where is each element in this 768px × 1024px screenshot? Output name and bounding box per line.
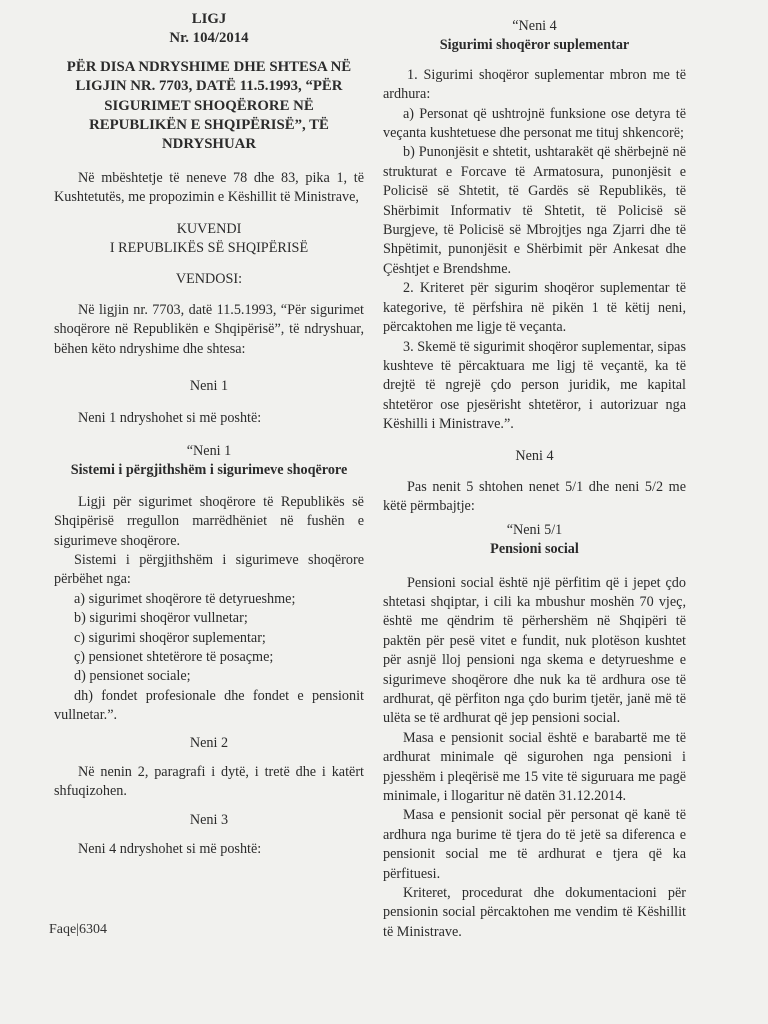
law-title-line-1: PËR DISA NDRYSHIME DHE SHTESA NË — [66, 58, 352, 75]
list-item: dh) fondet profesionale dhe fondet e pensionit vullnetar.”. — [54, 687, 364, 724]
decides: VENDOSI: — [175, 271, 243, 288]
article-4-text: Pas nenit 5 shtohen nenet 5/1 dhe neni 5/2 me këtë përmbajtje: — [383, 478, 686, 515]
article-1-heading: Neni 1 — [189, 378, 229, 395]
left-column — [54, 0, 364, 860]
article-4-point-3: 3. Skemë të sigurimit shoqëror suplementar, sipas kushteve të përcaktuara me ligj të veçantë, ka të drejtë të ngrejë çdo person juridik, me kapital shtetëror ose pjesërisht shtetëror, i autorizuar nga Këshilli i Ministrave.”. — [383, 338, 686, 433]
article-3-heading: Neni 3 — [189, 811, 229, 828]
social-pension-paragraph-4: Kriteret, procedurat dhe dokumentacioni për pensionin social përcaktohen me vendim të Këshillit të Ministrave. — [383, 885, 686, 940]
assembly-line-1: KUVENDI — [176, 220, 242, 237]
article-1-paragraph-1: Ligji për sigurimet shoqërore të Republikës së Shqipërisë rregullon marrëdhëniet në fushën e sigurimeve shoqërore. — [54, 493, 364, 549]
article-4-heading: Neni 4 — [515, 447, 554, 464]
right-column — [383, 0, 686, 942]
law-title-line-3: SIGURIMET SHOQËRORE NË — [104, 97, 314, 114]
article-4-point-1: 1. Sigurimi shoqëror suplementar mbron me të ardhura: — [383, 66, 686, 103]
list-item: a) sigurimet shoqërore të detyrueshme; — [74, 590, 296, 607]
article-4-point-1a: a) Personat që ushtrojnë funksione ose detyra të veçanta kushtetuese dhe personat me tituj shkencorë; — [383, 105, 686, 142]
article-4-quote-title: Sigurimi shoqëror suplementar — [439, 37, 630, 54]
law-title-line-2: LIGJIN NR. 7703, DATË 11.5.1993, “PËR — [75, 78, 343, 95]
assembly-line-2: I REPUBLIKËS SË SHQIPËRISË — [109, 240, 309, 257]
article-1-quote-title: Sistemi i përgjithshëm i sigurimeve shoqërore — [70, 462, 348, 479]
law-title-line-5: NDRYSHUAR — [161, 136, 257, 153]
article-2-heading: Neni 2 — [189, 734, 229, 751]
article-4-point-2: 2. Kriteret për sigurim shoqëror suplementar të kategorive, të përfshira në pikën 1 të këtij neni, përcaktohen me ligje të veçanta. — [383, 280, 686, 336]
social-pension-paragraph-2: Masa e pensionit social është e barabartë me të ardhurat minimale që sigurohen nga pensioni i pjesshëm i pleqërisë me 15 vite të siguruara me pagë minimale, i llogaritur në datën 31.12.2014. — [383, 729, 686, 805]
article-2-text: Në nenin 2, paragrafi i dytë, i tretë dhe i katërt shfuqizohen. — [54, 764, 364, 800]
list-item: d) pensionet sociale; — [74, 668, 191, 685]
list-item: c) sigurimi shoqëror suplementar; — [74, 629, 266, 646]
article-1-quote-heading: “Neni 1 — [186, 442, 232, 459]
article-5-1-quote-title: Pensioni social — [490, 541, 579, 558]
law-label: LIGJ — [191, 11, 227, 27]
article-3-text: Neni 4 ndryshohet si më poshtë: — [78, 841, 262, 858]
social-pension-paragraph-1: Pensioni social është një përfitim që i jepet çdo shtetasi shqiptar, i cili ka mbushur moshën 70 vjeç, është me qëndrim të përhershëm në Shqipëri të paktën për pesë vitet e fundit, nuk plotëson kushtet për asnjë lloj pensioni nga skema e detyrueshme e sigurimeve shoqërore dhe nuk ka të ardhura ose të ardhurat, që përfiton nga çdo burim tjetër, janë më të ulëta se të ardhurat që jep pensioni social. — [383, 574, 686, 727]
law-title — [54, 58, 364, 155]
law-number: Nr. 104/2014 — [169, 30, 249, 47]
article-1-list — [54, 590, 364, 726]
article-4-point-1b: b) Punonjësit e shtetit, ushtarakët që shërbejnë në strukturat e Forcave të Armatosura, punonjësit e Policisë së Shtetit, të Gardës së Republikës, të Shërbimit Informativ të Shtetit, të Policisë së Burgjeve, të Policisë së Mbrojtjes nga Zjarri dhe të Shpëtimit, punonjësit e Shërbimit për Ankesat dhe Çështjet e Brendshme. — [383, 144, 686, 277]
intro-paragraph: Në ligjin nr. 7703, datë 11.5.1993, “Për sigurimet shoqërore në Republikën e Shqipërisë”, të ndryshuar, bëhen këto ndryshime dhe shtesa: — [54, 301, 364, 357]
social-pension-paragraph-3: Masa e pensionit social për personat që kanë të ardhura nga burime të tjera do të jetë sa diferenca e pensionit social me të ardhurat e tjera që ka përfituesi. — [383, 807, 686, 882]
law-title-line-4: REPUBLIKËN E SHQIPËRISË”, TË — [89, 117, 329, 134]
list-item: b) sigurimi shoqëror vullnetar; — [74, 610, 248, 627]
page-number: Faqe|6304 — [49, 922, 108, 937]
preamble: Në mbështetje të neneve 78 dhe 83, pika 1, të Kushtetutës, me propozimin e Këshillit të Ministrave, — [54, 169, 364, 206]
article-1-paragraph-2: Sistemi i përgjithshëm i sigurimeve shoqërore përbëhet nga: — [54, 551, 364, 588]
article-1-text: Neni 1 ndryshohet si më poshtë: — [78, 409, 262, 426]
law-header — [54, 0, 364, 49]
article-4-quote-heading: “Neni 4 — [512, 18, 557, 34]
list-item: ç) pensionet shtetërore të posaçme; — [74, 648, 274, 665]
article-5-1-quote-heading: “Neni 5/1 — [506, 521, 563, 538]
